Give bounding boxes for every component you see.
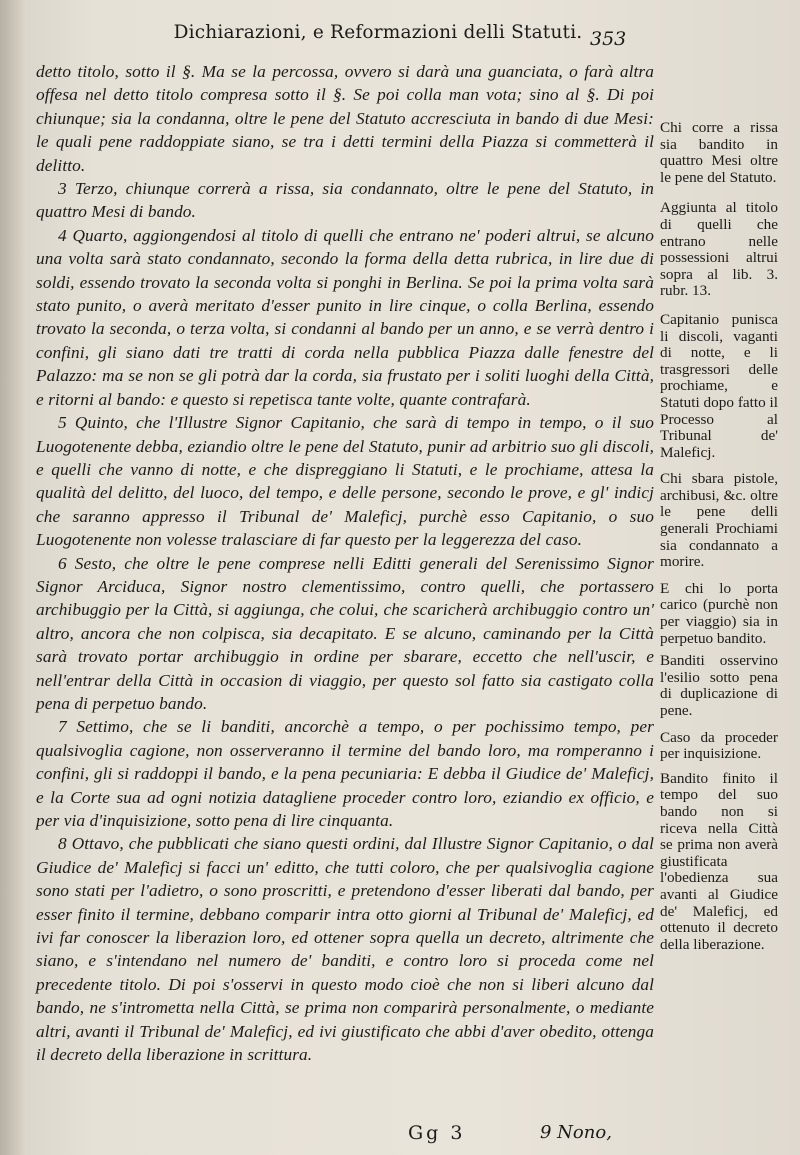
paragraph-sesto: 6 Sesto, che oltre le pene comprese nelli Editti generali del Serenissimo Signor Signor Arciduca, Signor nostro clementissimo, contro quelli, che portassero archibuggio per la Città, si aggiunga, che colui, che scaricherà archibuggio contro un' altro, ancora che non colpisca, sia decapitato. E se alcuno, caminando per la Città sarà trovato portar archibuggio in ordine per sbarare, eccetto che nell'uscir, e nell'entrar della Città in occasion di viaggio, per questo sol fatto sia castigato colla pena di perpetuo bando. — [36, 553, 654, 713]
main-text-column — [36, 60, 654, 1066]
margin-note: Caso da proceder per inquisizione. — [660, 728, 778, 763]
running-head: Dichiarazioni, e Reformazioni delli Statuti. — [173, 22, 583, 43]
margin-note: Bandito finito il tempo del suo bando non si riceva nella Città se prima non averà giustificata l'obedienza sua avanti al Giudice de' Maleficj, ed ottenuto il decreto della liberazione. — [660, 769, 778, 953]
paragraph-settimo: 7 Settimo, che se li banditi, ancorchè a tempo, o per pochissimo tempo, per qualsivoglia cagione, non osserveranno il termine del bando loro, ma romperanno i confini, gli si raddoppi il bando, e la pena pecuniaria: E debba il Giudice de' Maleficj, e la Corte sua ad ogni notizia datagliene proceder contro loro, eziandio ex officio, e per via d'inquisizione, sotto pena di lire cinquanta. — [36, 717, 654, 830]
margin-note: Aggiunta al titolo di quelli che entrano nelle possessioni altrui sopra al lib. 3. rubr. 13. — [660, 199, 778, 300]
margin-note: Chi corre a rissa sia bandito in quattro Mesi oltre le pene del Statuto. — [660, 119, 778, 186]
paragraph-quarto: 4 Quarto, aggiongendosi al titolo di quelli che entrano ne' poderi altrui, se alcuno una volta sarà stato condannato, secondo la forma della detta rubrica, in lire due di soldi, essendo trovato la seconda volta si ponghi in Berlina. Se poi la prima volta sarà stato punito, o averà meritato d'esser punito in lire cinque, o colla Berlina, essendo trovato la seconda, o terza volta, si condanni al bando per un anno, e se verrà dentro i confini, gli siano dati tre tratti di corda nella pubblica Piazza dalle fenestre del Palazzo: ma se non se gli potrà dar la corda, sia frustato per i soliti luoghi della Città, e ritorni al bando: e questo si repetisca tante volte, quante contrafarà. — [36, 225, 654, 409]
margin-note: Capitanio punisca li discoli, vaganti di notte, e li trasgressori delle prochiame, e Statuti dopo fatto il Processo al Tribunal de' Maleficj. — [660, 310, 778, 461]
page-number: 353 — [590, 28, 627, 50]
paragraph-quinto: 5 Quinto, che l'Illustre Signor Capitanio, che sarà di tempo in tempo, o il suo Luogotenente debba, eziandio oltre le pene del Statuto, punir ad arbitrio suo gli discoli, e quelli che vanno di notte, e che dispreggiano li Statuti, e le prochiame, attesa la qualità del delitto, del luoco, del tempo, e delle persone, secondo le prove, e gl' indicj che saranno appresso il Tribunal de' Maleficj, purchè esso Capitanio, o suo Luogotenente non volesse tralasciare di far questo per la leggerezza del caso. — [36, 413, 654, 550]
margin-note: Chi sbara pistole, archibusi, &c. oltre le pene delli generali Prochiami sia condannato a morire. — [660, 470, 778, 571]
paragraph-continuation: detto titolo, sotto il §. Ma se la percossa, ovvero si darà una guanciata, o farà altra offesa nel detto titolo compresa sotto il §. Se poi colla man vota; sino al §. Di poi chiunque; sia la condanna, oltre le pene del Statuto accresciuta in bando di due Mesi: le quali pene raddoppiate siano, se tra i detti termini della Piazza si commetterà il delitto. — [36, 62, 654, 175]
signature-mark: Gg 3 — [408, 1122, 466, 1144]
margin-note: Banditi osservino l'esilio sotto pena di duplicazione di pene. — [660, 652, 778, 719]
catchword: 9 Nono, — [540, 1122, 612, 1143]
paragraph-terzo: 3 Terzo, chiunque correrà a rissa, sia condannato, oltre le pene del Statuto, in quattro Mesi di bando. — [36, 179, 654, 222]
margin-notes-column — [660, 120, 778, 957]
binding-shadow — [0, 0, 26, 1155]
margin-note: E chi lo porta carico (purchè non per viaggio) sia in perpetuo bandito. — [660, 579, 778, 647]
paragraph-ottavo: 8 Ottavo, che pubblicati che siano questi ordini, dal Illustre Signor Capitanio, o dal Giudice de' Maleficj si facci un' editto, che tutti coloro, che per qualsivoglia cagione sono stati per l'adietro, o sono proscritti, e pretendono d'esser liberati dal bando, per esser finito il termine, debbano comparir intra otto giorni al Tribunal de' Maleficj, ed ivi far conoscer la liberazion loro, ed ottener sopra quella un decreto, altrimente che siano, e s'intendano nel numero de' banditi, e contro loro si proceda come nel precedente titolo. Di poi s'osservi in questo modo cioè che non si liberi alcuno dal bando, ne s'intrometta nella Città, se prima non comparirà personalmente, o mediante altri, avanti il Tribunal de' Maleficj, ed ivi giustificato che abbi d'aver obedito, ottenga il decreto della liberazione in scrittura. — [36, 834, 654, 1065]
